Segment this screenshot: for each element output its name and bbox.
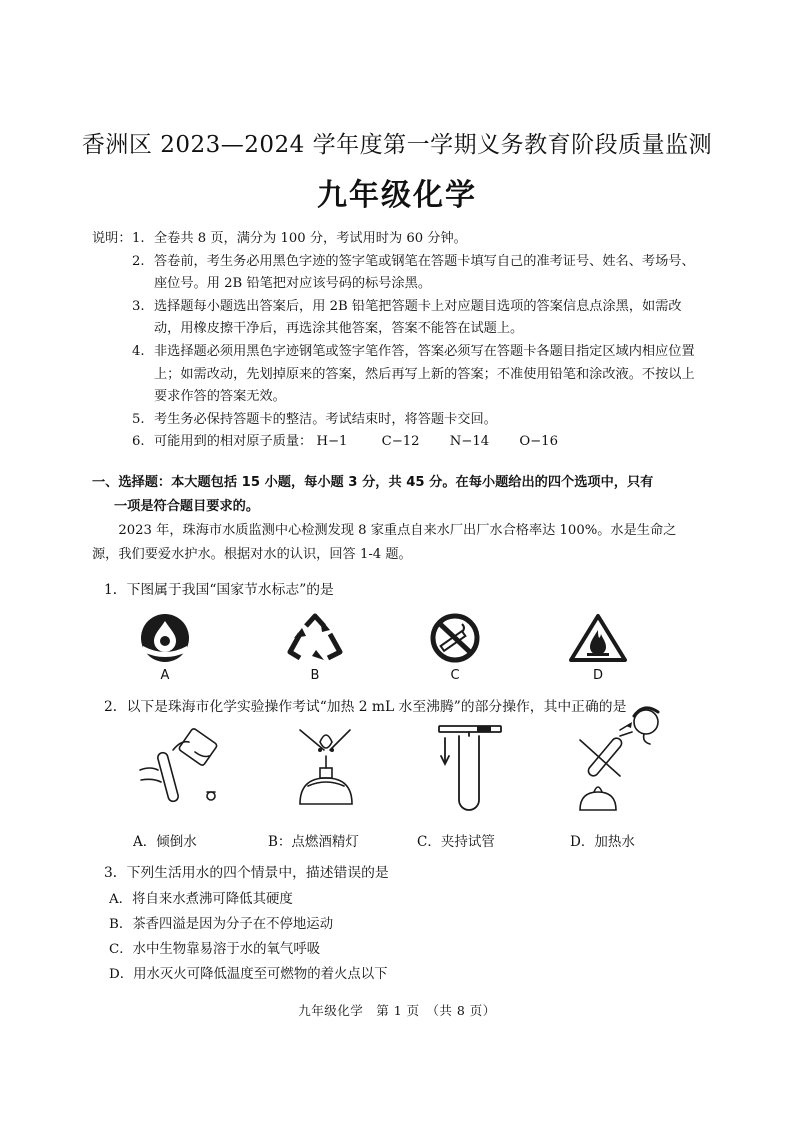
instruction-item (132, 341, 702, 409)
exam-subject-title: 九年级化学 (317, 178, 477, 213)
instruction-item (132, 228, 702, 251)
instruction-number: 4. (132, 343, 145, 359)
instructions-label: 说明： (92, 231, 132, 246)
instruction-item (132, 296, 702, 341)
instruction-number: 2. (132, 253, 145, 269)
option-caption: A．倾倒水 (133, 834, 197, 850)
instruction-item (132, 251, 702, 296)
instruction-number: 3. (132, 298, 145, 314)
option-label: C (450, 668, 460, 683)
question-2-options (110, 722, 670, 850)
instruction-text: 可能用到的相对原子质量： (154, 434, 313, 450)
instruction-item (132, 409, 702, 432)
instruction-number: 6. (132, 434, 145, 450)
question-2-stem: 2．以下是珠海市化学实验操作考试“加热 2 mL 水至沸腾”的部分操作，其中正确的是 (104, 699, 627, 715)
question-1-stem: 1．下图属于我国“国家节水标志”的是 (104, 582, 334, 598)
atomic-mass-list (316, 434, 584, 449)
pouring-water-illustration-icon (135, 722, 225, 812)
instruction-text: 选择题每小题选出答案后，用 2B 铅笔把答题卡上对应题目选项的答案信息点涂黑，如需改动，用橡皮擦干净后，再选涂其他答案，答案不能答在试题上。 (154, 298, 682, 337)
instruction-number: 5. (132, 411, 145, 427)
question-3-choice-c[interactable]: C．水中生物靠易溶于水的氧气呼吸 (109, 942, 321, 957)
recycle-icon (284, 612, 346, 664)
question-3-choice-b[interactable]: B．茶香四溢是因为分子在不停地运动 (109, 917, 334, 932)
question-2-option-d[interactable] (550, 700, 680, 850)
exam-title: 香洲区 2023—2024 学年度第一学期义务教育阶段质量监测 (81, 132, 713, 158)
page-footer: 九年级化学 第 1 页 （共 8 页） (298, 1003, 496, 1018)
test-tube-holder-illustration-icon (425, 722, 515, 812)
atomic-mass-h: H−1 (316, 434, 348, 450)
heating-water-illustration-icon (560, 700, 670, 820)
question-1-option-b[interactable] (280, 612, 350, 683)
question-3-choice-a[interactable]: A．将自来水煮沸可降低其硬度 (109, 892, 293, 907)
section-heading (92, 471, 702, 519)
section-intro-paragraph: 2023 年，珠海市水质监测中心检测发现 8 家重点自来水厂出厂水合格率达 100%。水是生命之源，我们要爱水护水。根据对水的认识，回答 1-4 题。 (92, 523, 677, 562)
question-2-option-b[interactable] (268, 722, 380, 850)
question-3-stem: 3．下列生活用水的四个情景中，描述错误的是 (104, 865, 389, 881)
instruction-number: 1. (132, 231, 145, 246)
question-1-option-d[interactable] (563, 612, 633, 683)
section-heading-line1: 一、选择题：本大题包括 15 小题，每小题 3 分，共 45 分。在每小题给出的四个选项中，只有 (92, 475, 654, 490)
water-saving-logo-icon (134, 612, 196, 664)
option-label: A (160, 668, 170, 683)
option-caption: C．夹持试管 (417, 834, 495, 850)
instruction-text: 非选择题必须用黑色字迹钢笔或签字笔作答，答案必须写在答题卡各题目指定区域内相应位置上；如需改动，先划掉原来的答案，然后再写上新的答案；不准使用铅笔和涂改液。不按以上要求作答的答案无效。 (154, 343, 695, 405)
question-1-option-a[interactable] (130, 612, 200, 683)
instruction-text: 全卷共 8 页，满分为 100 分，考试用时为 60 分钟。 (154, 231, 467, 246)
alcohol-lamp-illustration-icon (280, 722, 370, 812)
instruction-text: 答卷前，考生务必用黑色字迹的签字笔或钢笔在答题卡填写自己的准考证号、姓名、考场号、座位号。用 2B 铅笔把对应该号码的标号涂黑。 (154, 253, 695, 292)
atomic-mass-c: C−12 (381, 434, 420, 450)
question-2-option-c[interactable] (415, 722, 525, 850)
option-label: D (592, 668, 603, 683)
question-3-choices (109, 887, 388, 987)
option-caption: B：点燃酒精灯 (268, 834, 359, 850)
atomic-mass-o: O−16 (519, 434, 558, 450)
flammable-warning-icon (567, 612, 629, 664)
option-caption: D．加热水 (570, 834, 635, 850)
no-smoking-icon (424, 612, 486, 664)
question-3-choice-d[interactable]: D．用水灭火可降低温度至可燃物的着火点以下 (109, 967, 388, 982)
question-1-option-c[interactable] (420, 612, 490, 683)
question-2-option-a[interactable] (125, 722, 235, 850)
section-heading-line2: 一项是符合题目要求的。 (114, 499, 260, 514)
question-1-options (120, 612, 680, 682)
instruction-item-atomic-masses (132, 431, 702, 454)
atomic-mass-n: N−14 (449, 434, 490, 450)
option-label: B (310, 668, 320, 683)
instruction-text: 考生务必保持答题卡的整洁。考试结束时，将答题卡交回。 (154, 411, 497, 427)
